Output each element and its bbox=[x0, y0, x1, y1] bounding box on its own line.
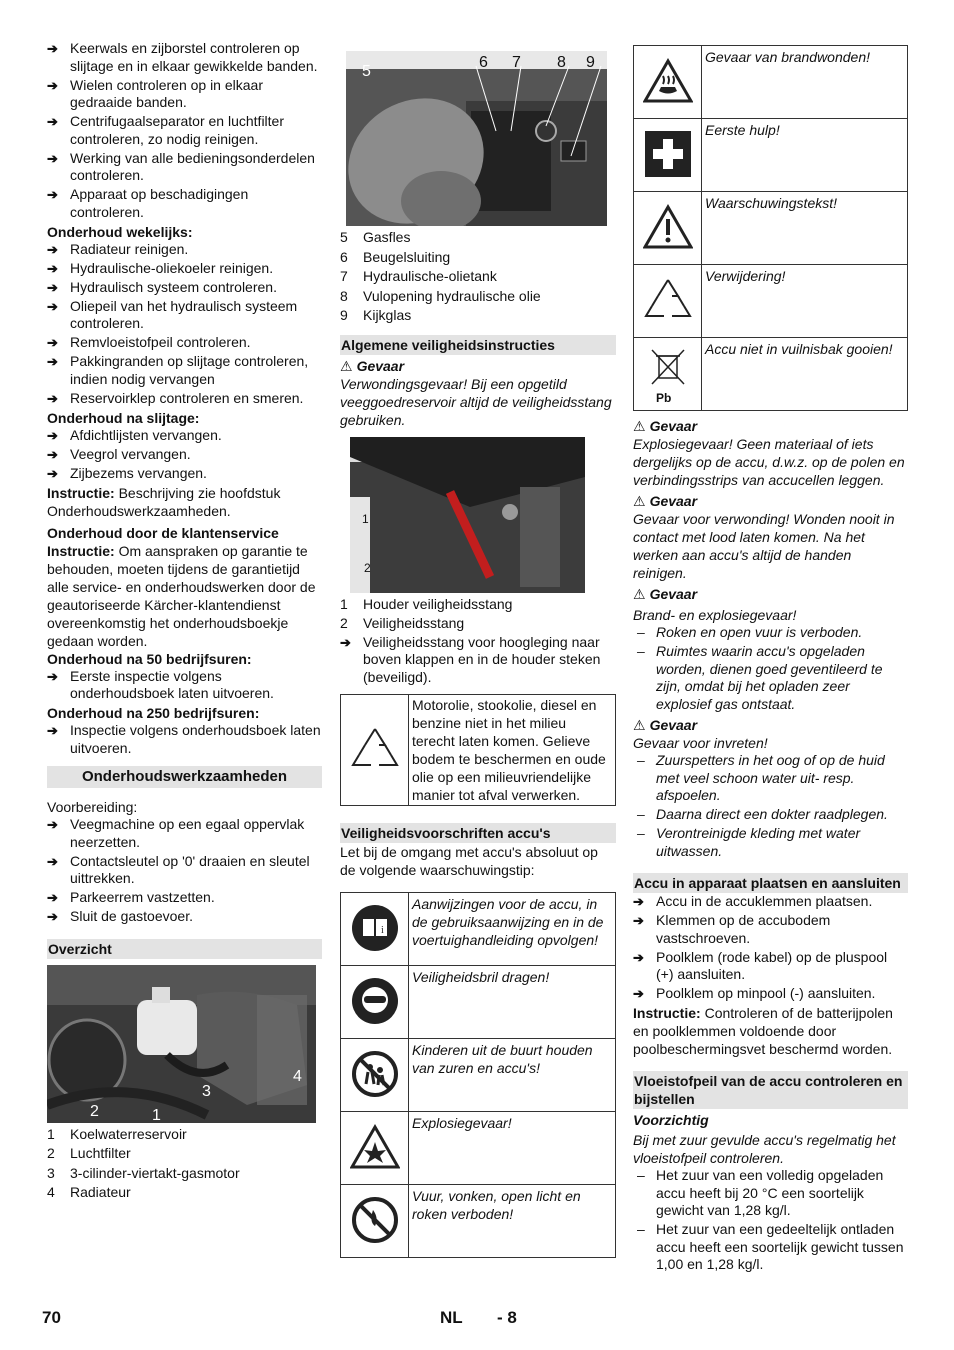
danger-text: Gevaar voor invreten! bbox=[633, 735, 768, 751]
environment-text: Motorolie, stookolie, diesel en benzine niet in het milieu terecht laten komen. Gelieve bodem te beschermen en oude olie op een milieuvriendelijke manier tot afval verwerken. bbox=[409, 695, 616, 806]
pb-label: Pb bbox=[656, 391, 672, 405]
svg-text:i: i bbox=[380, 924, 384, 936]
list-item: ➔ Zijbezems vervangen. bbox=[47, 465, 322, 483]
legend-row: 4 Radiateur bbox=[47, 1184, 131, 1200]
danger-text: Brand- en explosiegevaar! bbox=[633, 607, 797, 623]
dash-item: – Verontreinigde kleding met water uitwassen. bbox=[633, 825, 908, 860]
wear-heading: Onderhoud na slijtage: bbox=[47, 409, 200, 426]
danger-text: Gevaar voor verwonding! Wonden nooit in contact met lood laten komen. Na het werken aan accu's altijd de handen reinigen. bbox=[633, 511, 895, 581]
warning-text: Explosiegevaar! bbox=[409, 1112, 616, 1185]
crossed-bin-icon bbox=[634, 338, 702, 411]
warning-text: Verwijdering! bbox=[702, 265, 908, 338]
danger-heading: ⚠ Gevaar bbox=[633, 493, 698, 509]
safety-bar-illustration bbox=[350, 437, 585, 593]
list-item: ➔ Contactsleutel op '0' draaien en sleutel uittrekken. bbox=[47, 853, 322, 888]
legend-row: 6 Beugelsluiting bbox=[340, 248, 451, 265]
instruction-label: Instructie: bbox=[47, 542, 115, 559]
instruction-note bbox=[47, 484, 322, 520]
photo-label: 4 bbox=[293, 1067, 302, 1085]
legend-row: 8 Vulopening hydraulische olie bbox=[340, 287, 541, 304]
legend-row: 7 Hydraulische-olietank bbox=[340, 268, 497, 284]
dash-item: – Roken en open vuur is verboden. bbox=[633, 624, 908, 642]
column-2 bbox=[340, 51, 616, 1258]
list-item: ➔ Veiligheidsstang voor hoogleging naar boven klappen en in de houder steken (beveiligd). bbox=[340, 634, 616, 687]
safety-title: Algemene veiligheidsinstructies bbox=[340, 335, 616, 355]
weekly-heading: Onderhoud wekelijks: bbox=[47, 223, 193, 240]
danger-heading: ⚠ Gevaar bbox=[340, 357, 405, 374]
h50-heading: Onderhoud na 50 bedrijfsuren: bbox=[47, 650, 252, 667]
legend-row: 2 Luchtfilter bbox=[47, 1145, 131, 1161]
h250-heading: Onderhoud na 250 bedrijfsuren: bbox=[47, 705, 260, 721]
prep-label: Voorbereiding: bbox=[47, 799, 138, 815]
photo-label: 1 bbox=[152, 1106, 161, 1123]
section-title: Onderhoudswerkzaamheden bbox=[47, 766, 322, 788]
list-item: ➔ Inspectie volgens onderhoudsboek laten uitvoeren. bbox=[47, 722, 322, 757]
list-item: ➔ Radiateur reinigen. bbox=[47, 241, 322, 259]
battery-warning-table bbox=[340, 892, 616, 1258]
column-1 bbox=[47, 40, 322, 1203]
photo-label: 2 bbox=[364, 560, 371, 575]
warning-text: Aanwijzingen voor de accu, in de gebruiksaanwijzing en in de voertuighandleiding opvolgen! bbox=[409, 893, 616, 966]
burn-hazard-icon bbox=[634, 46, 702, 119]
list-item: ➔ Parkeerrem vastzetten. bbox=[47, 889, 322, 907]
top-list bbox=[47, 40, 322, 221]
instruction-text: Om aanspraken op garantie te behouden, moeten tijdens de garantietijd alle service- en onderhoudswerken door de geautoriseerde Kärcher-klantendienst overeenkomstig het onderhoudsboekje gedaan worden. bbox=[47, 542, 316, 649]
list-item: ➔ Werking van alle bedieningsonderdelen controleren. bbox=[47, 150, 322, 185]
recycle-icon bbox=[634, 265, 702, 338]
legend-row: 5 Gasfles bbox=[340, 229, 411, 245]
first-aid-icon bbox=[634, 119, 702, 192]
battery-warning-table-2 bbox=[633, 45, 908, 411]
list-item: ➔ Sluit de gastoevoer. bbox=[47, 908, 322, 926]
list-item: ➔ Veegrol vervangen. bbox=[47, 446, 322, 464]
warning-text: Vuur, vonken, open licht en roken verboden! bbox=[409, 1185, 616, 1258]
keep-children-away-icon bbox=[341, 1039, 409, 1112]
photo-label: 2 bbox=[90, 1102, 99, 1120]
gas-bottle-photo bbox=[346, 51, 607, 226]
photo-label: 3 bbox=[202, 1082, 211, 1100]
warning-text: Veiligheidsbril dragen! bbox=[409, 966, 616, 1039]
photo-label: 7 bbox=[512, 54, 521, 71]
danger-text: Verwondingsgevaar! Bij een opgetild veeggoedreservoir altijd de veiligheidsstang gebruiken. bbox=[340, 375, 612, 428]
list-item: ➔ Klemmen op de accubodem vastschroeven. bbox=[633, 912, 908, 947]
no-fire-icon bbox=[341, 1185, 409, 1258]
instruction-label: Instructie: bbox=[633, 1005, 701, 1021]
overview-title: Overzicht bbox=[47, 939, 322, 959]
list-item: ➔ Poolklem op minpool (-) aansluiten. bbox=[633, 985, 908, 1003]
warning-icon bbox=[634, 192, 702, 265]
warning-triangle-icon: ⚠ bbox=[633, 586, 646, 602]
recycle-icon bbox=[341, 695, 409, 806]
warning-triangle-icon: ⚠ bbox=[633, 717, 646, 733]
list-item: ➔ Reservoirklep controleren en smeren. bbox=[47, 390, 322, 408]
battery-intro: Let bij de omgang met accu's absoluut op de volgende waarschuwingstip: bbox=[340, 844, 598, 878]
dash-item: – Het zuur van een volledig opgeladen accu heeft bij 20 °C een soortelijk gewicht van 1,28 kg/l. bbox=[633, 1167, 908, 1220]
caution-text: Bij met zuur gevulde accu's regelmatig het vloeistofpeil controleren. bbox=[633, 1132, 896, 1166]
safety-bar-photo bbox=[350, 437, 585, 593]
safety-goggles-icon bbox=[341, 966, 409, 1039]
level-title: Vloeistofpeil van de accu controleren en bijstellen bbox=[633, 1071, 908, 1109]
list-item: ➔ Poolklem (rode kabel) op de pluspool (+) aansluiten. bbox=[633, 949, 908, 984]
warning-triangle-icon: ⚠ bbox=[340, 357, 353, 374]
legend-row: 1 Koelwaterreservoir bbox=[47, 1125, 187, 1142]
install-title: Accu in apparaat plaatsen en aansluiten bbox=[633, 873, 908, 893]
danger-heading: ⚠ Gevaar bbox=[633, 717, 698, 733]
warning-triangle-icon: ⚠ bbox=[633, 418, 646, 434]
list-item: ➔ Eerste inspectie volgens onderhoudsboek laten uitvoeren. bbox=[47, 668, 322, 703]
danger-text: Explosiegevaar! Geen materiaal of iets dergelijks op de accu, d.w.z. op de polen en verbindingsstrips van accucellen leggen. bbox=[633, 436, 905, 488]
caution-heading: Voorzichtig bbox=[633, 1112, 709, 1128]
list-item: ➔ Oliepeil van het hydraulisch systeem controleren. bbox=[47, 298, 322, 333]
column-3 bbox=[633, 45, 908, 1275]
legend-row: 3 3-cilinder-viertakt-gasmotor bbox=[47, 1164, 240, 1181]
sub-page-number: - 8 bbox=[497, 1308, 517, 1327]
instruction-text: Controleren of de batterijpolen en poolklemmen voldoende door poolbeschermingsvet beschermd worden. bbox=[633, 1005, 893, 1057]
warning-text: Accu niet in vuilnisbak gooien! bbox=[702, 338, 908, 411]
instruction-label: Instructie: bbox=[47, 484, 115, 501]
list-item: ➔ Centrifugaalseparator en luchtfilter controleren, zo nodig reinigen. bbox=[47, 113, 322, 148]
manual-icon bbox=[341, 893, 409, 966]
legend-row: 2 Veiligheidsstang bbox=[340, 615, 465, 631]
danger-heading: ⚠ Gevaar bbox=[633, 586, 698, 602]
environment-table bbox=[340, 694, 616, 806]
danger-heading: ⚠ Gevaar bbox=[633, 418, 698, 434]
list-item: ➔ Keerwals en zijborstel controleren op slijtage en in elkaar gewikkelde banden. bbox=[47, 40, 322, 75]
list-item: ➔ Apparaat op beschadigingen controleren. bbox=[47, 186, 322, 221]
warning-text: Eerste hulp! bbox=[702, 119, 908, 192]
list-item: ➔ Remvloeistofpeil controleren. bbox=[47, 334, 322, 352]
legend-row: 9 Kijkglas bbox=[340, 307, 412, 323]
list-item: ➔ Hydraulische-oliekoeler reinigen. bbox=[47, 260, 322, 278]
dash-item: – Zuurspetters in het oog of op de huid met veel schoon water uit- resp. afspoelen. bbox=[633, 752, 908, 805]
instruction-note bbox=[633, 1004, 908, 1058]
warning-text: Waarschuwingstekst! bbox=[702, 192, 908, 265]
service-heading: Onderhoud door de klantenservice bbox=[47, 524, 279, 541]
photo-label: 9 bbox=[586, 54, 595, 71]
page-number: 70 bbox=[42, 1308, 61, 1327]
instruction-text: Beschrijving zie hoofdstuk Onderhoudswerkzaamheden. bbox=[47, 484, 281, 519]
photo-label: 1 bbox=[362, 511, 369, 526]
photo-label: 8 bbox=[557, 54, 566, 71]
warning-text: Gevaar van brandwonden! bbox=[702, 46, 908, 119]
list-item: ➔ Accu in de accuklemmen plaatsen. bbox=[633, 893, 908, 911]
list-item: ➔ Afdichtlijsten vervangen. bbox=[47, 427, 322, 445]
engine-illustration bbox=[47, 965, 316, 1123]
instruction-note bbox=[47, 542, 322, 650]
battery-safety-title: Veiligheidsvoorschriften accu's bbox=[340, 823, 616, 843]
list-item: ➔ Hydraulisch systeem controleren. bbox=[47, 279, 322, 297]
list-item: ➔ Wielen controleren op in elkaar gedraaide banden. bbox=[47, 77, 322, 112]
photo-label: 6 bbox=[479, 54, 488, 71]
dash-item: – Het zuur van een gedeeltelijk ontladen accu heeft een soortelijk gewicht tussen 1,00 en 1,28 kg/l. bbox=[633, 1221, 908, 1274]
list-item: ➔ Pakkingranden op slijtage controleren, indien nodig vervangen bbox=[47, 353, 322, 388]
legend-row: 1 Houder veiligheidsstang bbox=[340, 595, 513, 612]
language-code: NL bbox=[440, 1308, 463, 1327]
photo-legend bbox=[47, 1125, 322, 1203]
photo-legend bbox=[340, 595, 616, 634]
photo-label: 5 bbox=[362, 63, 371, 80]
dash-item: – Daarna direct een dokter raadplegen. bbox=[633, 806, 908, 824]
warning-text: Kinderen uit de buurt houden van zuren en accu's! bbox=[409, 1039, 616, 1112]
engine-photo bbox=[47, 965, 316, 1123]
gas-bottle-illustration bbox=[346, 51, 607, 226]
warning-triangle-icon: ⚠ bbox=[633, 493, 646, 509]
list-item: ➔ Veegmachine op een egaal oppervlak neerzetten. bbox=[47, 816, 322, 851]
explosion-icon bbox=[341, 1112, 409, 1185]
dash-item: – Ruimtes waarin accu's opgeladen worden, dienen goed geventileerd te zijn, omdat bij het opladen zeer explosief gas ontstaat. bbox=[633, 643, 908, 713]
photo-legend bbox=[340, 228, 616, 326]
